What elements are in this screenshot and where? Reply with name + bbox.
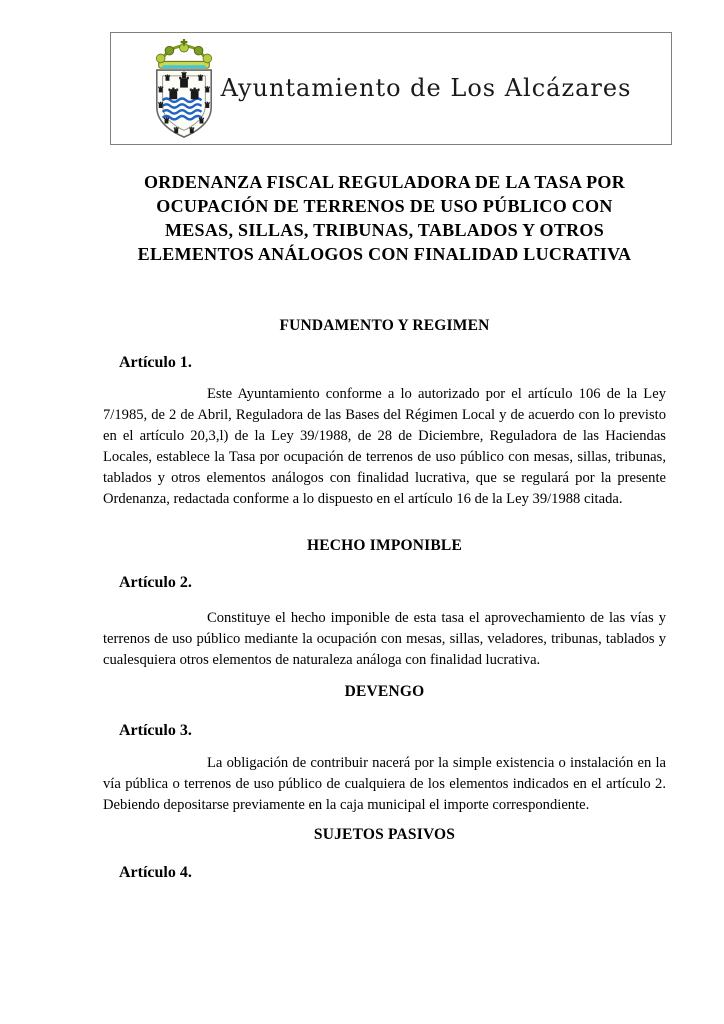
section-fundamento-y-regimen [103, 318, 666, 510]
organization-name: Ayuntamiento de Los Alcázares [220, 73, 632, 102]
article-label: Artículo 3. [119, 722, 192, 739]
section-heading: FUNDAMENTO Y REGIMEN [279, 317, 490, 334]
section-heading: DEVENGO [344, 683, 425, 700]
section-sujetos-pasivos [103, 827, 666, 881]
article-label: Artículo 1. [119, 354, 192, 371]
letterhead-box [110, 32, 672, 145]
section-heading: SUJETOS PASIVOS [313, 826, 456, 843]
article-paragraph: Este Ayuntamiento conforme a lo autorizado por el artículo 106 de la Ley 7/1985, de 2 de Abril, Reguladora de las Bases del Régimen Local y de acuerdo con lo previsto en el artículo 20,3,l) de la Ley 39/1988, de 28 de Diciembre, Reguladora de las Haciendas Locales, establece la Tasa por ocupación de terrenos de uso público con mesas, sillas, tribunas, tablados y otros elementos análogos con finalidad lucrativa, que se regulará por la presente Ordenanza, redactada conforme a lo dispuesto en el artículo 16 de la Ley 39/1988 citada. [103, 386, 666, 507]
article-label: Artículo 2. [119, 574, 192, 591]
article-label: Artículo 4. [119, 864, 192, 881]
article-paragraph: Constituye el hecho imponible de esta tasa el aprovechamiento de las vías y terrenos de uso público mediante la ocupación con mesas, sillas, veladores, tribunas, tablados y cualesquiera otros elementos de naturaleza análoga con finalidad lucrativa. [103, 610, 666, 668]
section-hecho-imponible [103, 538, 666, 671]
section-devengo [103, 684, 666, 816]
document-body [103, 170, 666, 881]
section-heading: HECHO IMPONIBLE [306, 537, 462, 554]
document-title-line: ELEMENTOS ANÁLOGOS CON FINALIDAD LUCRATIVA [137, 244, 632, 264]
document-title-line: OCUPACIÓN DE TERRENOS DE USO PÚBLICO CON [156, 196, 613, 216]
article-paragraph: La obligación de contribuir nacerá por la simple existencia o instalación en la vía pública o terrenos de uso público de cualquiera de los elementos indicados en el artículo 2. Debiendo depositarse previamente en la caja municipal el importe correspondiente. [103, 755, 666, 813]
document-title-line: ORDENANZA FISCAL REGULADORA DE LA TASA POR [143, 172, 626, 192]
document-title [103, 170, 666, 266]
document-title-line: MESAS, SILLAS, TRIBUNAS, TABLADOS Y OTROS [164, 220, 605, 240]
